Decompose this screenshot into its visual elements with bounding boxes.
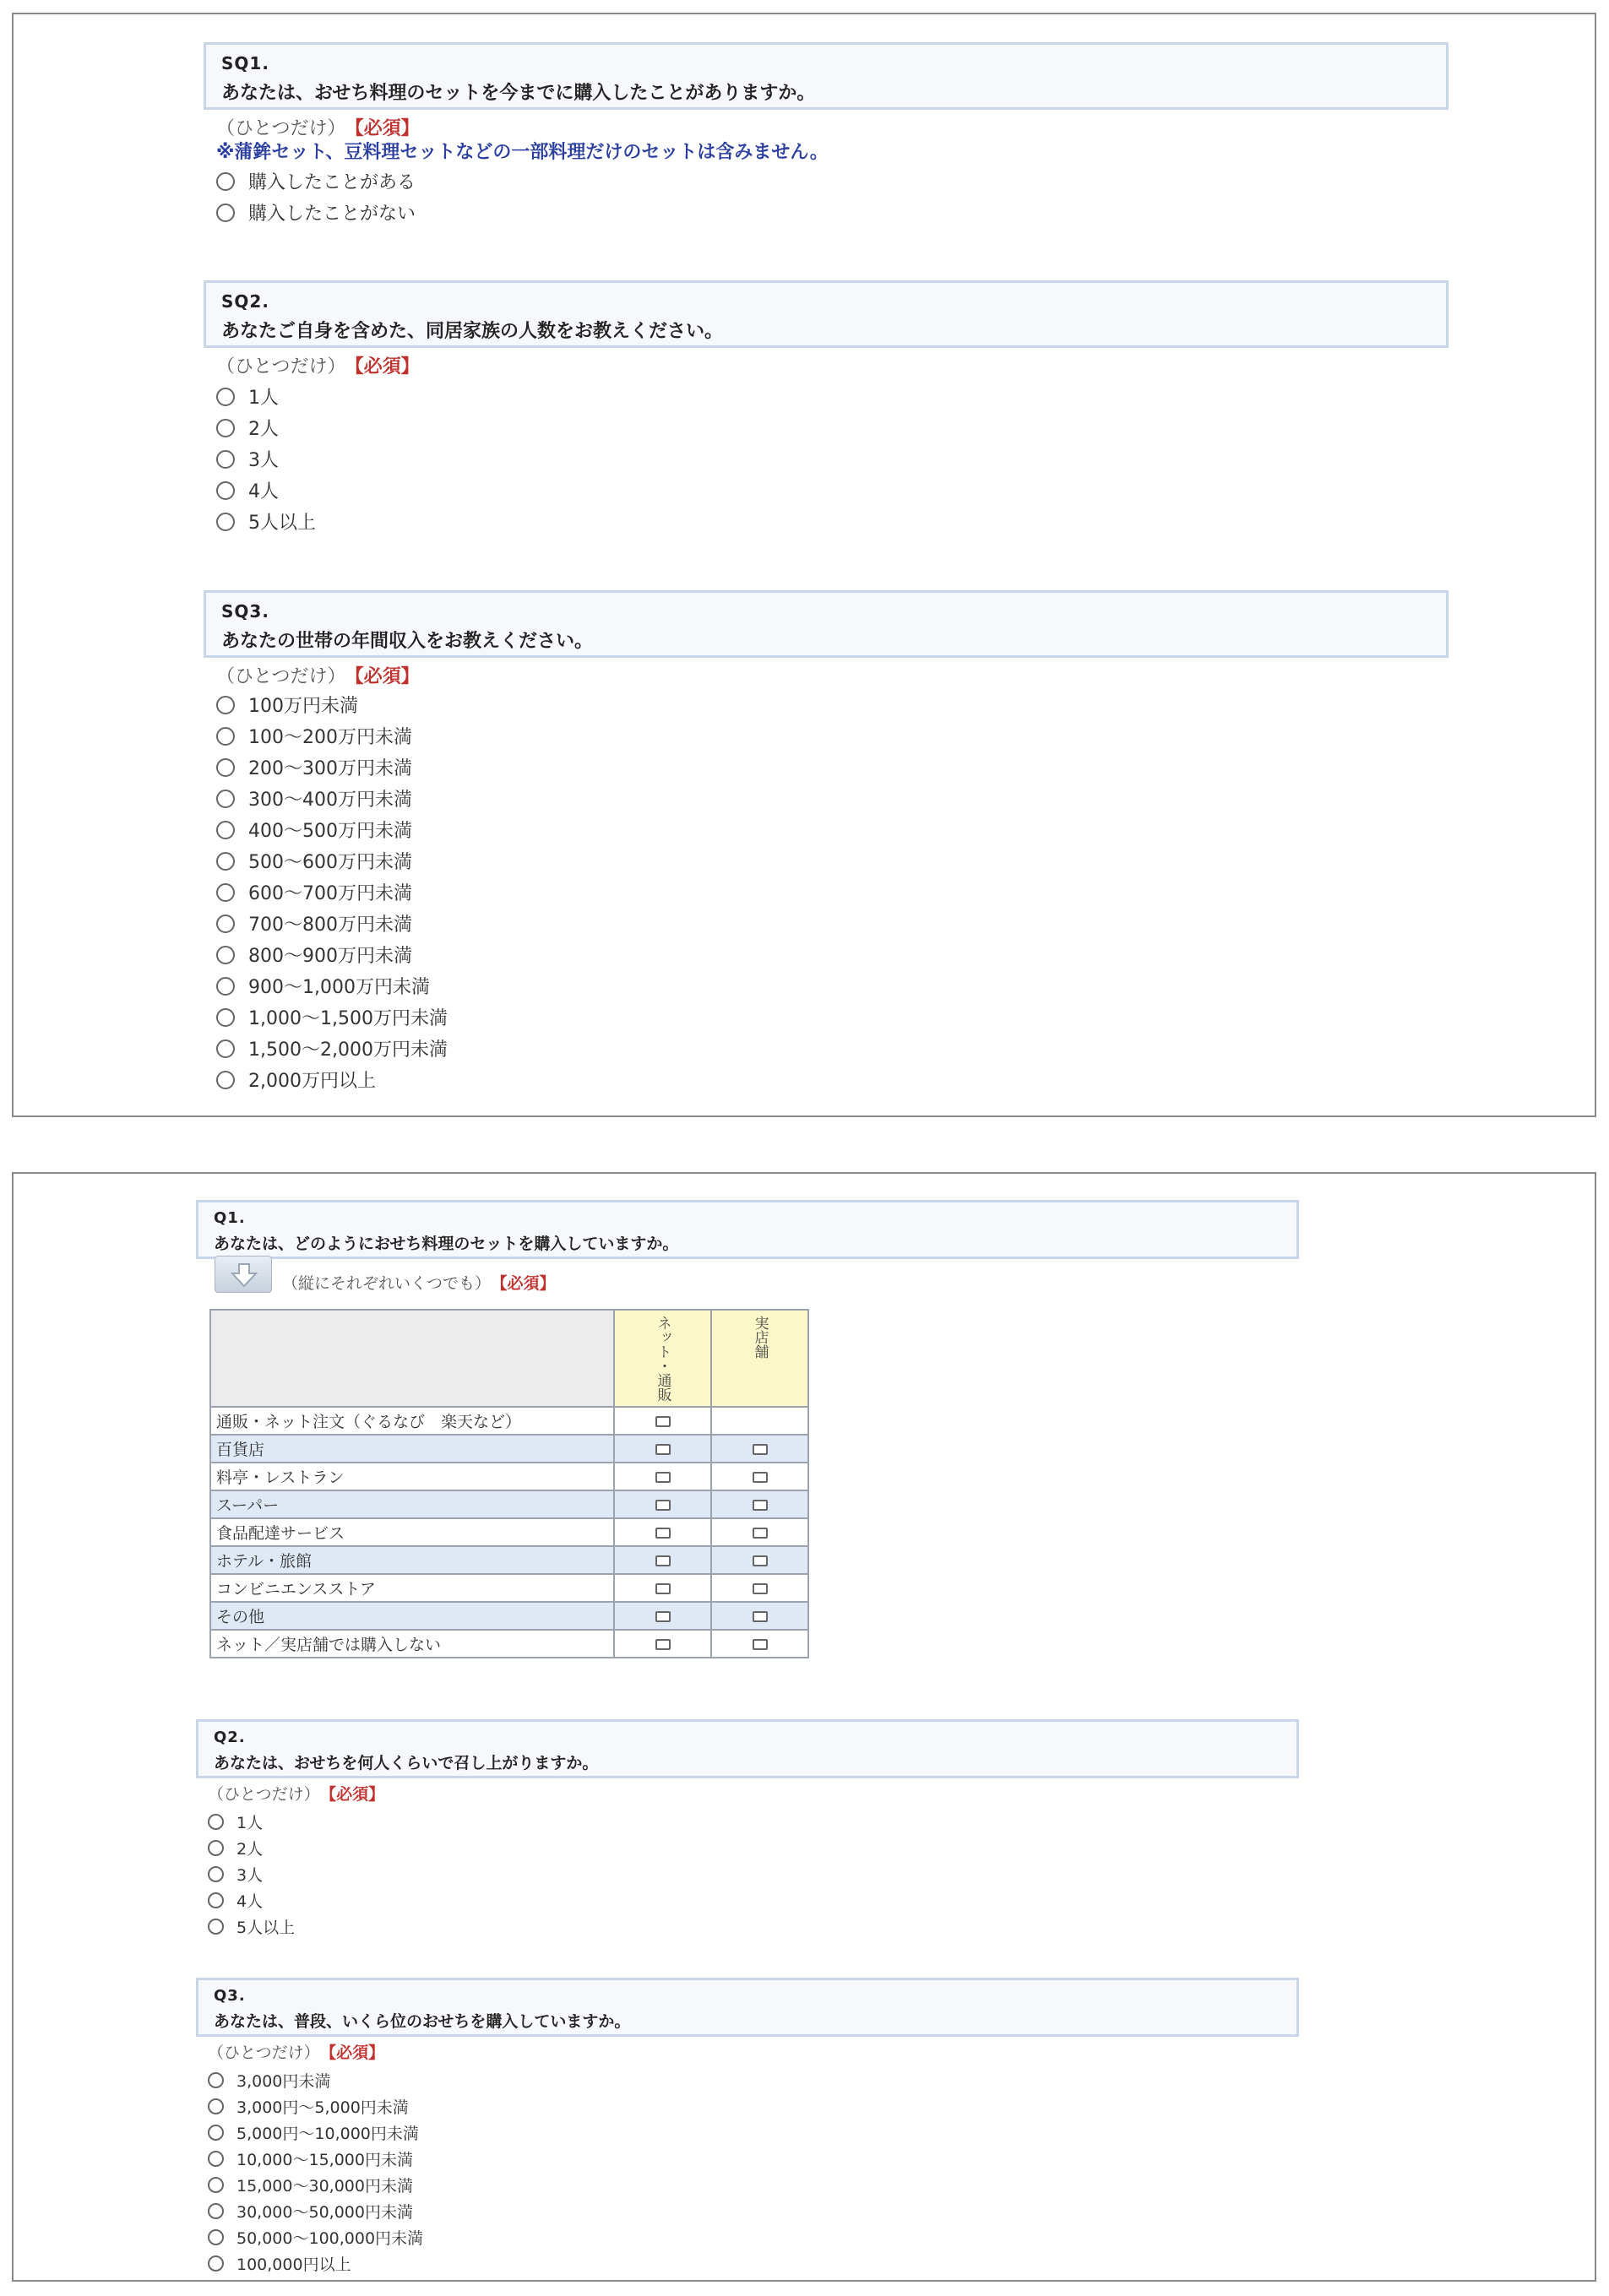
sq1-question-box — [204, 42, 1449, 110]
sq1-number: SQ1. — [221, 53, 269, 73]
q3-question-box — [196, 1978, 1299, 2037]
radio-button-icon[interactable] — [216, 915, 235, 933]
q2-option-label: 5人以上 — [236, 1919, 296, 1937]
sq3-option-label: 900～1,000万円未満 — [248, 977, 430, 998]
q1-row-label: 通販・ネット注文（ぐるなび 楽天など） — [210, 1407, 614, 1435]
q3-option-label: 10,000～15,000円未満 — [236, 2151, 413, 2169]
checkbox-icon[interactable] — [753, 1639, 768, 1650]
radio-button-icon[interactable] — [216, 696, 235, 714]
q3-required-label: 【必須】 — [328, 2044, 385, 2062]
q1-matrix-row — [210, 1630, 808, 1658]
q1-matrix-cell[interactable] — [614, 1463, 711, 1490]
main-questions-panel — [12, 1172, 1596, 2282]
sq3-option-label: 500～600万円未満 — [248, 852, 412, 873]
radio-button-icon[interactable] — [216, 821, 235, 839]
q1-matrix-cell[interactable] — [614, 1435, 711, 1463]
q1-matrix-row — [210, 1518, 808, 1546]
sq1-option-label: 購入したことがある — [248, 172, 416, 193]
q1-matrix-cell[interactable] — [614, 1546, 711, 1574]
sq1-question-text: あなたは、おせち料理のセットを今までに購入したことがありますか。 — [221, 83, 816, 104]
q1-row-label: 食品配達サービス — [210, 1518, 614, 1546]
sq3-question-text: あなたの世帯の年間収入をお教えください。 — [221, 631, 594, 652]
radio-button-icon[interactable] — [216, 790, 235, 808]
sq2-question-text: あなたご自身を含めた、同居家族の人数をお教えください。 — [221, 321, 724, 342]
q1-matrix-cell[interactable] — [614, 1630, 711, 1658]
sq3-required-label: 【必須】 — [354, 666, 420, 687]
radio-button-icon[interactable] — [208, 2125, 224, 2141]
checkbox-icon[interactable] — [655, 1583, 671, 1594]
q1-question-text: あなたは、どのようにおせち料理のセットを購入していますか。 — [214, 1235, 679, 1253]
q1-column-net-label: ネット・通販 — [654, 1316, 671, 1402]
radio-button-icon[interactable] — [216, 977, 235, 996]
radio-button-icon[interactable] — [216, 172, 235, 191]
q1-column-store — [711, 1310, 808, 1407]
q3-option-label: 3,000円未満 — [236, 2072, 331, 2091]
sq3-option-label: 300～400万円未満 — [248, 790, 412, 811]
sq3-option-label: 200～300万円未満 — [248, 758, 412, 779]
radio-button-icon[interactable] — [208, 2229, 224, 2245]
sq1-instruction-text: （ひとつだけ） — [216, 118, 346, 139]
radio-button-icon[interactable] — [216, 883, 235, 902]
radio-button-icon[interactable] — [216, 758, 235, 777]
sq2-option-label: 2人 — [248, 419, 279, 440]
q1-row-label: 料亭・レストラン — [210, 1463, 614, 1490]
q1-matrix-row — [210, 1463, 808, 1490]
q1-matrix-row — [210, 1407, 808, 1435]
q1-matrix-row — [210, 1546, 808, 1574]
q1-matrix-row — [210, 1490, 808, 1518]
radio-button-icon[interactable] — [208, 2177, 224, 2193]
q1-matrix-cell[interactable] — [711, 1490, 808, 1518]
checkbox-icon[interactable] — [655, 1555, 671, 1566]
q1-instruction-text: （縦にそれぞれいくつでも） — [282, 1274, 492, 1293]
radio-button-icon[interactable] — [216, 204, 235, 222]
sq2-instruction-text: （ひとつだけ） — [216, 356, 346, 377]
q1-matrix-cell[interactable] — [711, 1518, 808, 1546]
radio-button-icon[interactable] — [208, 1866, 224, 1882]
radio-button-icon[interactable] — [216, 388, 235, 406]
q1-matrix-cell[interactable] — [711, 1630, 808, 1658]
q2-option-label: 2人 — [236, 1840, 264, 1859]
q2-option-label: 1人 — [236, 1814, 264, 1832]
radio-button-icon[interactable] — [216, 1039, 235, 1058]
sq3-option-label: 100万円未満 — [248, 696, 358, 717]
q3-option-label: 100,000円以上 — [236, 2255, 351, 2274]
q2-instruction-text: （ひとつだけ） — [208, 1785, 320, 1804]
q1-row-label: ネット／実店舗では購入しない — [210, 1630, 614, 1658]
q3-option-label: 50,000～100,000円未満 — [236, 2229, 424, 2248]
checkbox-icon[interactable] — [655, 1472, 671, 1483]
q1-matrix-cell[interactable] — [614, 1518, 711, 1546]
checkbox-icon[interactable] — [753, 1472, 768, 1483]
q3-question-text: あなたは、普段、いくら位のおせちを購入していますか。 — [214, 2012, 631, 2031]
q1-matrix-cell[interactable] — [614, 1602, 711, 1630]
q1-row-label: その他 — [210, 1602, 614, 1630]
q1-matrix-row — [210, 1602, 808, 1630]
q1-instruction — [282, 1271, 556, 1294]
checkbox-icon[interactable] — [655, 1528, 671, 1539]
sq3-option-label: 600～700万円未満 — [248, 883, 412, 904]
radio-button-icon[interactable] — [208, 1919, 224, 1935]
q1-matrix-cell[interactable] — [711, 1602, 808, 1630]
q1-column-store-label: 実店舗 — [751, 1316, 769, 1359]
q2-option-label: 4人 — [236, 1892, 264, 1911]
checkbox-icon[interactable] — [753, 1528, 768, 1539]
checkbox-icon[interactable] — [655, 1416, 671, 1427]
q1-row-label: スーパー — [210, 1490, 614, 1518]
checkbox-icon[interactable] — [753, 1583, 768, 1594]
q3-option-label: 3,000円～5,000円未満 — [236, 2098, 409, 2117]
sq2-question-box — [204, 280, 1449, 348]
radio-button-icon[interactable] — [208, 1814, 224, 1830]
sq3-option-label: 700～800万円未満 — [248, 915, 412, 936]
radio-button-icon[interactable] — [216, 1008, 235, 1027]
sq3-option-label: 800～900万円未満 — [248, 946, 412, 967]
sq3-option-label: 1,000～1,500万円未満 — [248, 1008, 448, 1029]
q1-matrix-corner — [210, 1310, 614, 1407]
q1-matrix-cell[interactable] — [614, 1490, 711, 1518]
sq3-number: SQ3. — [221, 601, 269, 621]
scroll-down-arrow-button[interactable] — [215, 1256, 272, 1293]
radio-button-icon[interactable] — [208, 1892, 224, 1908]
q1-matrix-cell[interactable] — [711, 1574, 808, 1602]
checkbox-icon[interactable] — [655, 1444, 671, 1455]
sq3-question-box — [204, 590, 1449, 658]
q1-question-box — [196, 1200, 1299, 1259]
q2-question-box — [196, 1719, 1299, 1778]
radio-button-icon[interactable] — [208, 1840, 224, 1856]
checkbox-icon[interactable] — [753, 1611, 768, 1622]
sq2-option-label: 3人 — [248, 450, 279, 471]
arrow-down-icon — [230, 1262, 258, 1288]
q2-question-text: あなたは、おせちを何人くらいで召し上がりますか。 — [214, 1754, 599, 1772]
q1-matrix-cell[interactable] — [711, 1463, 808, 1490]
sq2-option-label: 1人 — [248, 388, 279, 409]
q1-row-label: ホテル・旅館 — [210, 1546, 614, 1574]
screening-panel — [12, 13, 1596, 1117]
sq2-number: SQ2. — [221, 291, 269, 312]
sq2-instruction — [216, 352, 420, 378]
q1-matrix-cell[interactable] — [711, 1546, 808, 1574]
q1-required-label: 【必須】 — [499, 1274, 556, 1293]
checkbox-icon[interactable] — [655, 1639, 671, 1650]
sq1-required-label: 【必須】 — [354, 118, 420, 139]
q1-matrix-cell — [711, 1407, 808, 1435]
sq3-instruction-text: （ひとつだけ） — [216, 666, 346, 687]
sq2-option-label: 5人以上 — [248, 513, 316, 534]
sq2-required-label: 【必須】 — [354, 356, 420, 377]
checkbox-icon[interactable] — [655, 1611, 671, 1622]
q1-matrix-body — [210, 1407, 808, 1658]
radio-button-icon[interactable] — [216, 513, 235, 531]
radio-button-icon[interactable] — [216, 450, 235, 469]
q1-matrix-row — [210, 1435, 808, 1463]
q3-number: Q3. — [214, 1987, 246, 2005]
q2-required-label: 【必須】 — [328, 1785, 385, 1804]
q1-matrix-table — [209, 1309, 809, 1658]
sq3-option-label: 400～500万円未満 — [248, 821, 412, 842]
sq3-option-label: 100～200万円未満 — [248, 727, 412, 748]
radio-button-icon[interactable] — [208, 2203, 224, 2219]
radio-button-icon[interactable] — [216, 852, 235, 871]
radio-button-icon[interactable] — [208, 2072, 224, 2088]
radio-button-icon[interactable] — [216, 1071, 235, 1089]
q1-matrix-row — [210, 1574, 808, 1602]
sq3-option-label: 2,000万円以上 — [248, 1071, 376, 1092]
sq1-instruction — [216, 114, 420, 140]
q2-option-label: 3人 — [236, 1866, 264, 1885]
q3-option-label: 15,000～30,000円未満 — [236, 2177, 413, 2196]
radio-button-icon[interactable] — [208, 2255, 224, 2272]
sq3-instruction — [216, 662, 420, 688]
q1-matrix-header-row — [210, 1310, 808, 1407]
q1-number: Q1. — [214, 1209, 246, 1227]
q1-matrix-cell[interactable] — [614, 1574, 711, 1602]
q1-row-label: 百貨店 — [210, 1435, 614, 1463]
radio-button-icon[interactable] — [208, 2098, 224, 2114]
radio-button-icon[interactable] — [216, 481, 235, 500]
q1-matrix-cell[interactable] — [614, 1407, 711, 1435]
q2-instruction — [208, 1782, 384, 1805]
sq1-option-label: 購入したことがない — [248, 204, 416, 225]
sq2-option-label: 4人 — [248, 481, 279, 502]
radio-button-icon[interactable] — [216, 946, 235, 964]
q1-column-net — [614, 1310, 711, 1407]
checkbox-icon[interactable] — [753, 1444, 768, 1455]
q1-matrix-cell[interactable] — [711, 1435, 808, 1463]
q3-instruction — [208, 2040, 384, 2063]
sq1-note: ※蒲鉾セット、豆料理セットなどの一部料理だけのセットは含みません。 — [216, 142, 829, 163]
radio-button-icon[interactable] — [208, 2151, 224, 2167]
checkbox-icon[interactable] — [753, 1500, 768, 1511]
q2-number: Q2. — [214, 1729, 246, 1746]
sq3-option-label: 1,500～2,000万円未満 — [248, 1039, 448, 1061]
q3-option-label: 5,000円～10,000円未満 — [236, 2125, 419, 2143]
q3-option-label: 30,000～50,000円未満 — [236, 2203, 413, 2222]
radio-button-icon[interactable] — [216, 419, 235, 437]
checkbox-icon[interactable] — [655, 1500, 671, 1511]
q3-instruction-text: （ひとつだけ） — [208, 2044, 320, 2062]
radio-button-icon[interactable] — [216, 727, 235, 746]
checkbox-icon[interactable] — [753, 1555, 768, 1566]
q1-row-label: コンビニエンスストア — [210, 1574, 614, 1602]
